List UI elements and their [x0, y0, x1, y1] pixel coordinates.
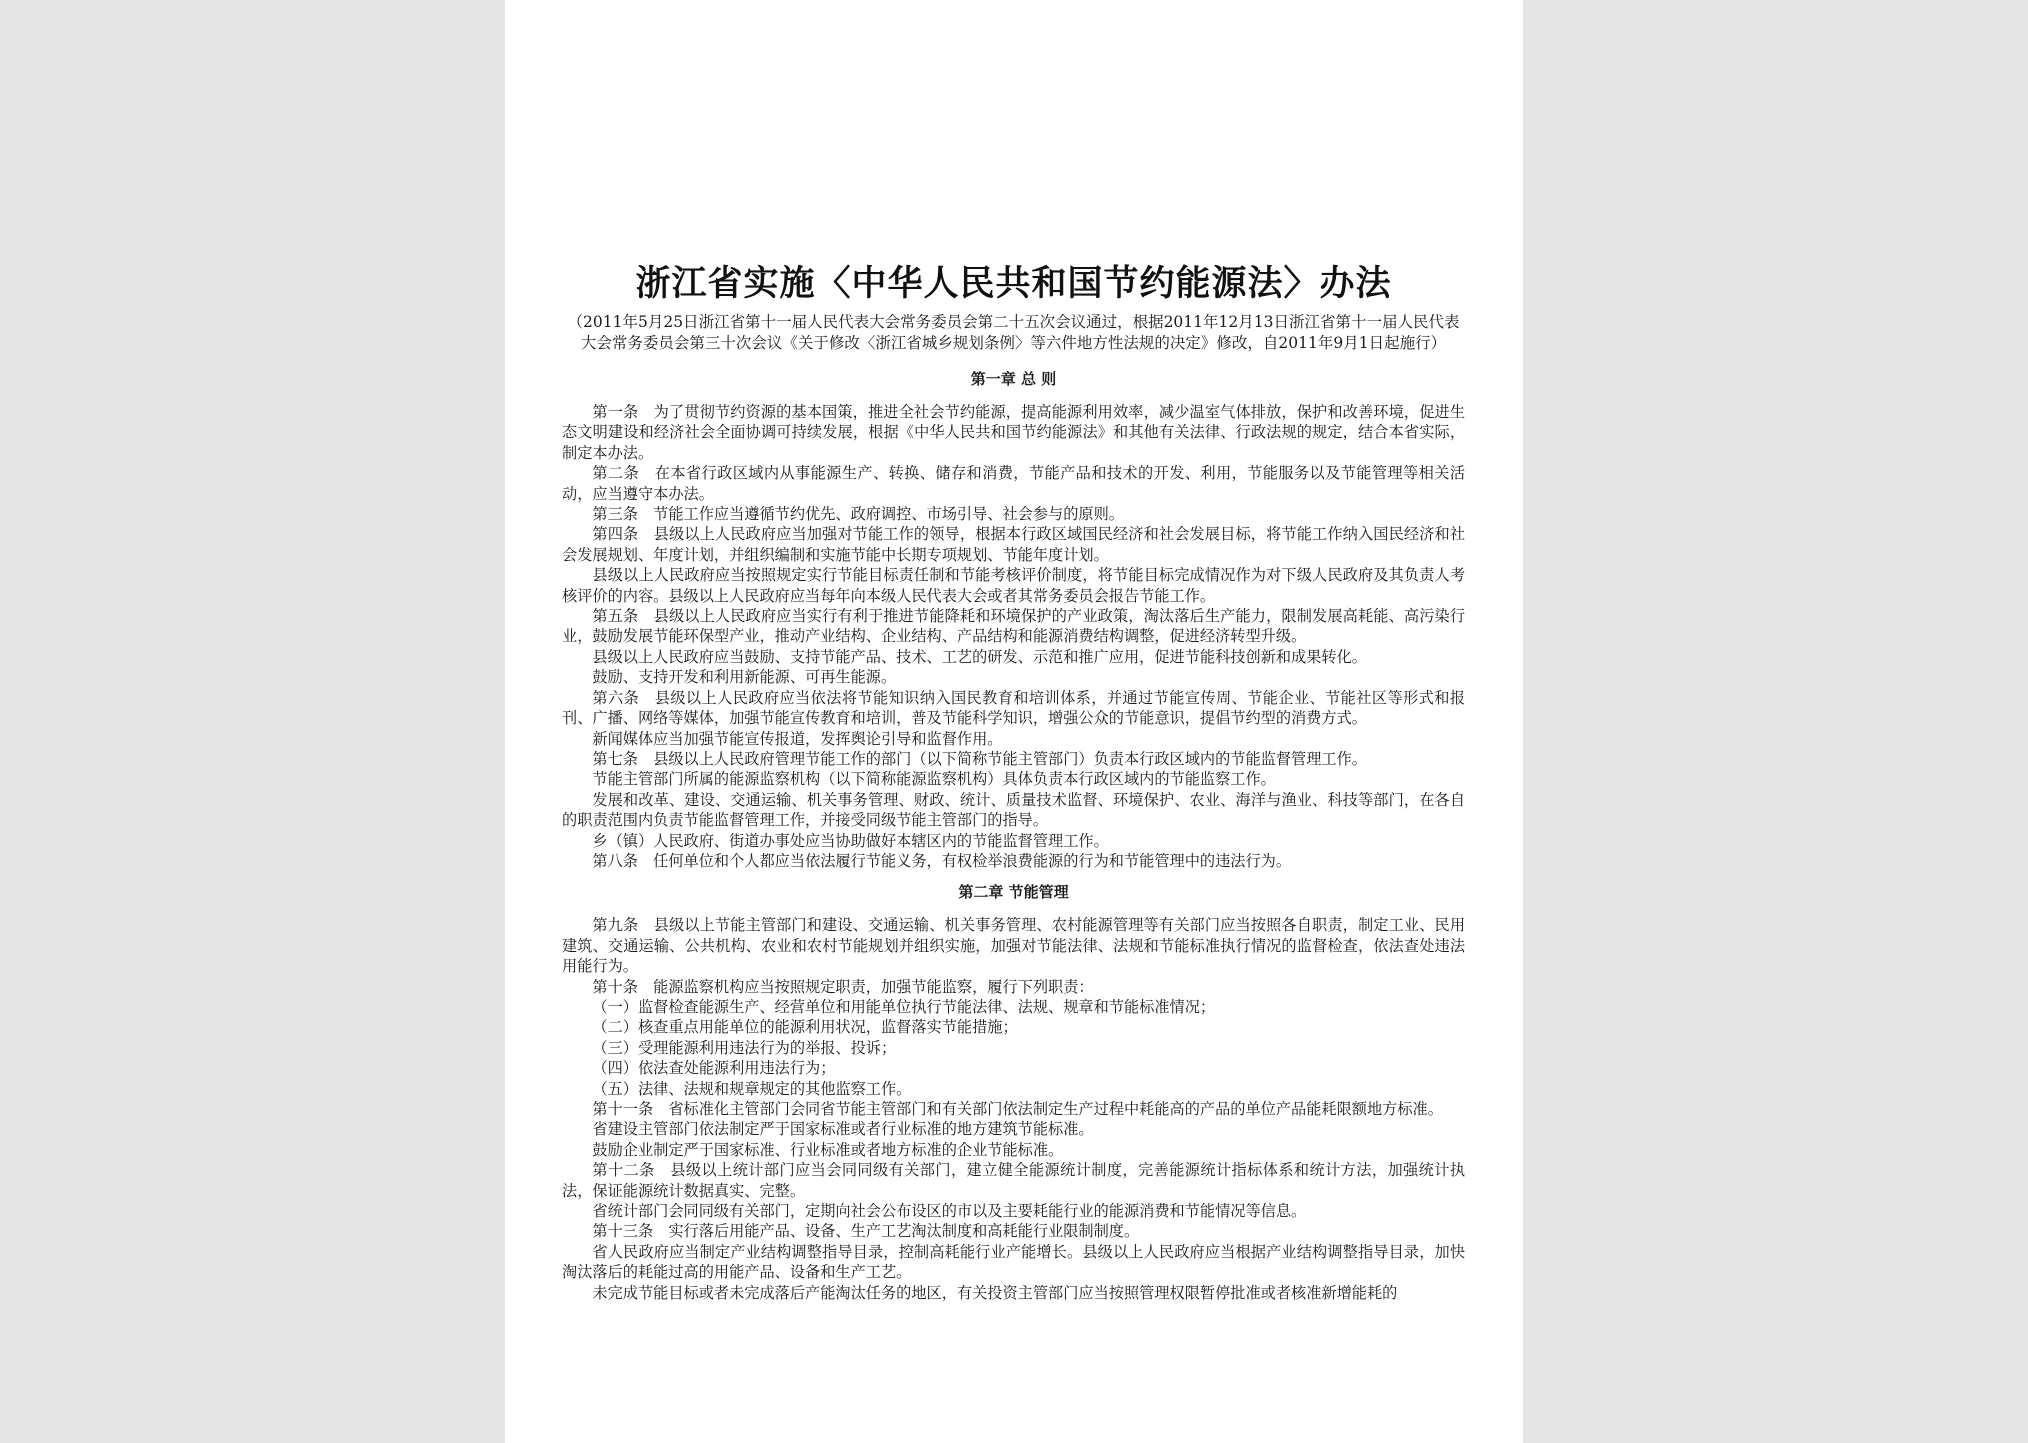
article-paragraph: 第七条 县级以上人民政府管理节能工作的部门（以下简称节能主管部门）负责本行政区域内的节能监督管理工作。 — [592, 749, 1367, 768]
article-paragraph: 第六条 县级以上人民政府应当依法将节能知识纳入国民教育和培训体系，并通过节能宣传周、节能企业、节能社区等形式和报刊、广播、网络等媒体，加强节能宣传教育和培训，普及节能科学知识，增强公众的节能意识，提倡节约型的消费方式。 — [562, 688, 1465, 728]
chapter-1 — [562, 368, 1465, 871]
article-paragraph: 省统计部门会同同级有关部门，定期向社会公布设区的市以及主要耗能行业的能源消费和节能情况等信息。 — [592, 1202, 1307, 1221]
article-paragraph: 鼓励企业制定严于国家标准、行业标准或者地方标准的企业节能标准。 — [592, 1140, 1064, 1159]
article-paragraph: 第八条 任何单位和个人都应当依法履行节能义务，有权检举浪费能源的行为和节能管理中的违法行为。 — [592, 851, 1292, 870]
article-paragraph: 第二条 在本省行政区域内从事能源生产、转换、储存和消费，节能产品和技术的开发、利用，节能服务以及节能管理等相关活动，应当遵守本办法。 — [562, 464, 1465, 503]
article-paragraph: （二）核查重点用能单位的能源利用状况，监督落实节能措施； — [592, 1018, 1018, 1037]
article-paragraph: （四）依法查处能源利用违法行为； — [592, 1059, 836, 1078]
article-paragraph: 发展和改革、建设、交通运输、机关事务管理、财政、统计、质量技术监督、环境保护、农业、海洋与渔业、科技等部门，在各自的职责范围内负责节能监督管理工作，并接受同级节能主管部门的指导。 — [562, 790, 1465, 830]
document-subtitle: （2011年5月25日浙江省第十一届人民代表大会常务委员会第二十五次会议通过，根据2011年12月13日浙江省第十一届人民代表大会常务委员会第三十次会议《关于修改〈浙江省城乡规划条例〉等六件地方性法规的决定》修改，自2011年9月1日起施行） — [567, 313, 1460, 352]
article-paragraph: 省建设主管部门依法制定严于国家标准或者行业标准的地方建筑节能标准。 — [592, 1120, 1094, 1139]
article-paragraph: （一）监督检查能源生产、经营单位和用能单位执行节能法律、法规、规章和节能标准情况； — [592, 997, 1216, 1016]
article-paragraph: 第五条 县级以上人民政府应当实行有利于推进节能降耗和环境保护的产业政策，淘汰落后生产能力，限制发展高耗能、高污染行业，鼓励发展节能环保型产业，推动产业结构、企业结构、产品结构和能源消费结构调整，促进经济转型升级。 — [562, 607, 1465, 646]
article-paragraph: 第九条 县级以上节能主管部门和建设、交通运输、机关事务管理、农村能源管理等有关部门应当按照各自职责，制定工业、民用建筑、交通运输、公共机构、农业和农村节能规划并组织实施，加强对节能法律、法规和节能标准执行情况的监督检查，依法查处违法用能行为。 — [562, 916, 1465, 976]
article-paragraph: 第四条 县级以上人民政府应当加强对节能工作的领导，根据本行政区域国民经济和社会发展目标，将节能工作纳入国民经济和社会发展规划、年度计划，并组织编制和实施节能中长期专项规划、节能年度计划。 — [562, 525, 1465, 564]
article-paragraph: 县级以上人民政府应当鼓励、支持节能产品、技术、工艺的研发、示范和推广应用，促进节能科技创新和成果转化。 — [592, 647, 1367, 666]
article-paragraph: 第十条 能源监察机构应当按照规定职责，加强节能监察，履行下列职责： — [592, 977, 1094, 996]
article-paragraph: 第十三条 实行落后用能产品、设备、生产工艺淘汰制度和高耗能行业限制制度。 — [592, 1222, 1140, 1241]
chapter-heading: 第二章 节能管理 — [958, 883, 1069, 902]
chapter-2 — [562, 881, 1465, 1303]
article-paragraph: 第十一条 省标准化主管部门会同省节能主管部门和有关部门依法制定生产过程中耗能高的产品的单位产品能耗限额地方标准。 — [592, 1100, 1443, 1118]
chapter-heading: 第一章 总 则 — [970, 370, 1057, 388]
article-paragraph: 第十二条 县级以上统计部门应当会同同级有关部门，建立健全能源统计制度，完善能源统计指标体系和统计方法，加强统计执法，保证能源统计数据真实、完整。 — [562, 1161, 1465, 1200]
article-paragraph: （三）受理能源利用违法行为的举报、投诉； — [592, 1038, 897, 1057]
article-paragraph: 乡（镇）人民政府、街道办事处应当协助做好本辖区内的节能监督管理工作。 — [592, 831, 1109, 850]
article-paragraph: 第一条 为了贯彻节约资源的基本国策，推进全社会节约能源，提高能源利用效率，减少温室气体排放，保护和改善环境，促进生态文明建设和经济社会全面协调可持续发展，根据《中华人民共和国节约能源法》和其他有关法律、行政法规的规定，结合本省实际，制定本办法。 — [562, 403, 1465, 462]
article-paragraph: 第三条 节能工作应当遵循节约优先、政府调控、市场引导、社会参与的原则。 — [592, 505, 1124, 524]
document-title: 浙江省实施〈中华人民共和国节约能源法〉办法 — [635, 264, 1392, 304]
article-paragraph: 省人民政府应当制定产业结构调整指导目录，控制高耗能行业产能增长。县级以上人民政府应当根据产业结构调整指导目录，加快淘汰落后的耗能过高的用能产品、设备和生产工艺。 — [562, 1242, 1465, 1282]
article-paragraph: 未完成节能目标或者未完成落后产能淘汰任务的地区，有关投资主管部门应当按照管理权限暂停批准或者核准新增能耗的 — [592, 1283, 1398, 1302]
article-paragraph: 县级以上人民政府应当按照规定实行节能目标责任制和节能考核评价制度，将节能目标完成情况作为对下级人民政府及其负责人考核评价的内容。县级以上人民政府应当每年向本级人民代表大会或者其常务委员会报告节能工作。 — [562, 566, 1465, 605]
article-paragraph: 新闻媒体应当加强节能宣传报道，发挥舆论引导和监督作用。 — [592, 729, 1003, 748]
article-paragraph: 鼓励、支持开发和利用新能源、可再生能源。 — [592, 668, 897, 687]
article-paragraph: 节能主管部门所属的能源监察机构（以下简称能源监察机构）具体负责本行政区域内的节能监察工作。 — [592, 770, 1276, 789]
article-paragraph: （五）法律、法规和规章规定的其他监察工作。 — [592, 1079, 912, 1098]
document-page — [505, 0, 1523, 1443]
